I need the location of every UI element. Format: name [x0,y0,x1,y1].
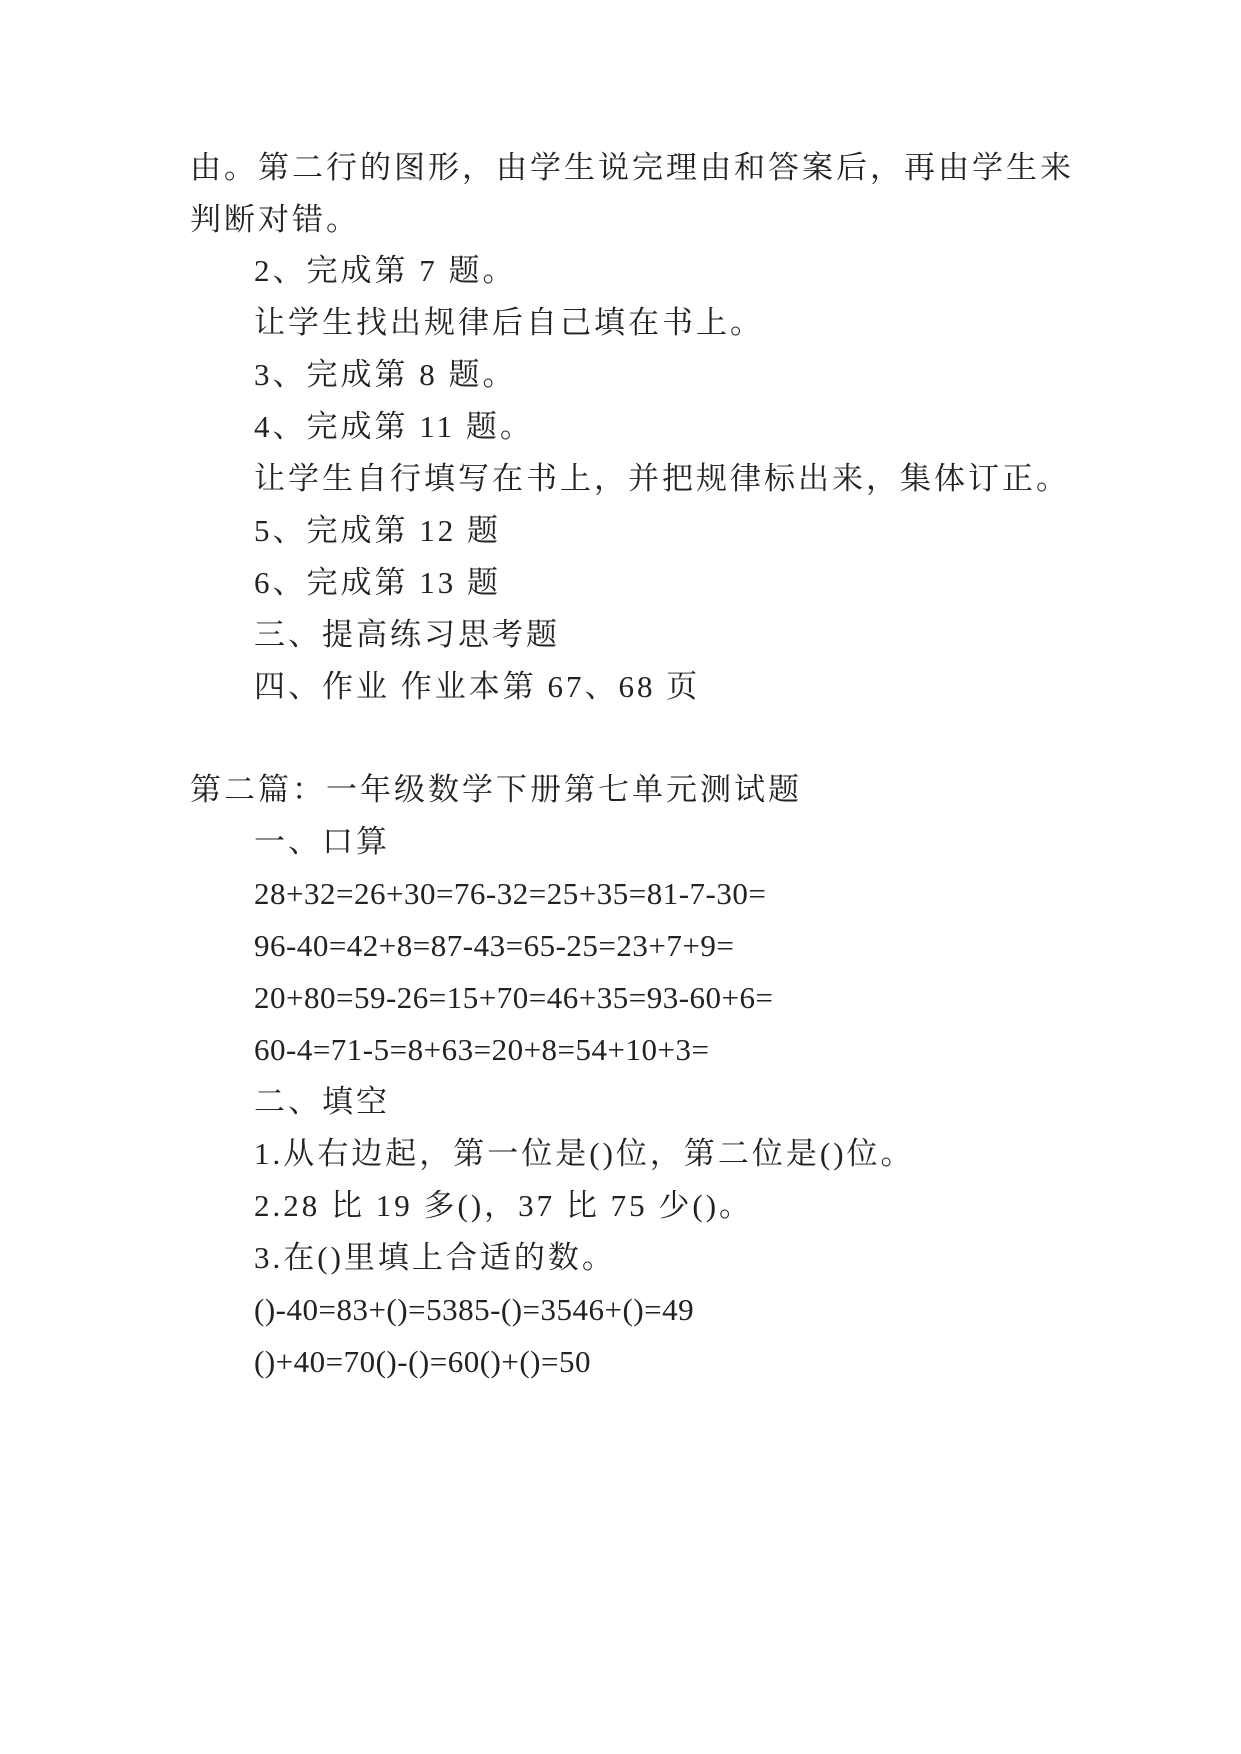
question-3: 3.在()里填上合适的数。 [254,1240,616,1275]
question-1: 1.从右边起，第一位是()位，第二位是()位。 [254,1136,915,1171]
homework-line: 四、作业 作业本第 67、68 页 [254,669,701,704]
step-note: 让学生自行填写在书上，并把规律标出来，集体订正。 [254,461,1070,496]
step-item-4: 4、完成第 11 题。 [254,409,534,444]
step-item-3: 3、完成第 8 题。 [254,357,517,392]
question-2: 2.28 比 19 多()，37 比 75 少()。 [254,1188,754,1223]
paragraph-continuation: 由。第二行的图形，由学生说完理由和答案后，再由学生来 [190,150,1074,185]
section-heading: 一、口算 [254,824,390,859]
document-title: 第二篇：一年级数学下册第七单元测试题 [190,772,802,807]
arithmetic-row: 28+32=26+30=76-32=25+35=81-7-30= [254,876,767,911]
arithmetic-row: 60-4=71-5=8+63=20+8=54+10+3= [254,1032,710,1067]
section-heading: 三、提高练习思考题 [254,617,560,652]
step-item-5: 5、完成第 12 题 [254,513,501,548]
paragraph-continuation-end: 判断对错。 [190,202,360,237]
fill-in-row: ()+40=70()-()=60()+()=50 [254,1344,591,1379]
arithmetic-row: 20+80=59-26=15+70=46+35=93-60+6= [254,980,774,1015]
arithmetic-row: 96-40=42+8=87-43=65-25=23+7+9= [254,928,735,963]
step-note: 让学生找出规律后自己填在书上。 [254,305,764,340]
step-item-2: 2、完成第 7 题。 [254,253,517,288]
step-item-6: 6、完成第 13 题 [254,565,501,600]
fill-in-row: ()-40=83+()=5385-()=3546+()=49 [254,1292,695,1327]
section-heading: 二、填空 [254,1084,390,1119]
